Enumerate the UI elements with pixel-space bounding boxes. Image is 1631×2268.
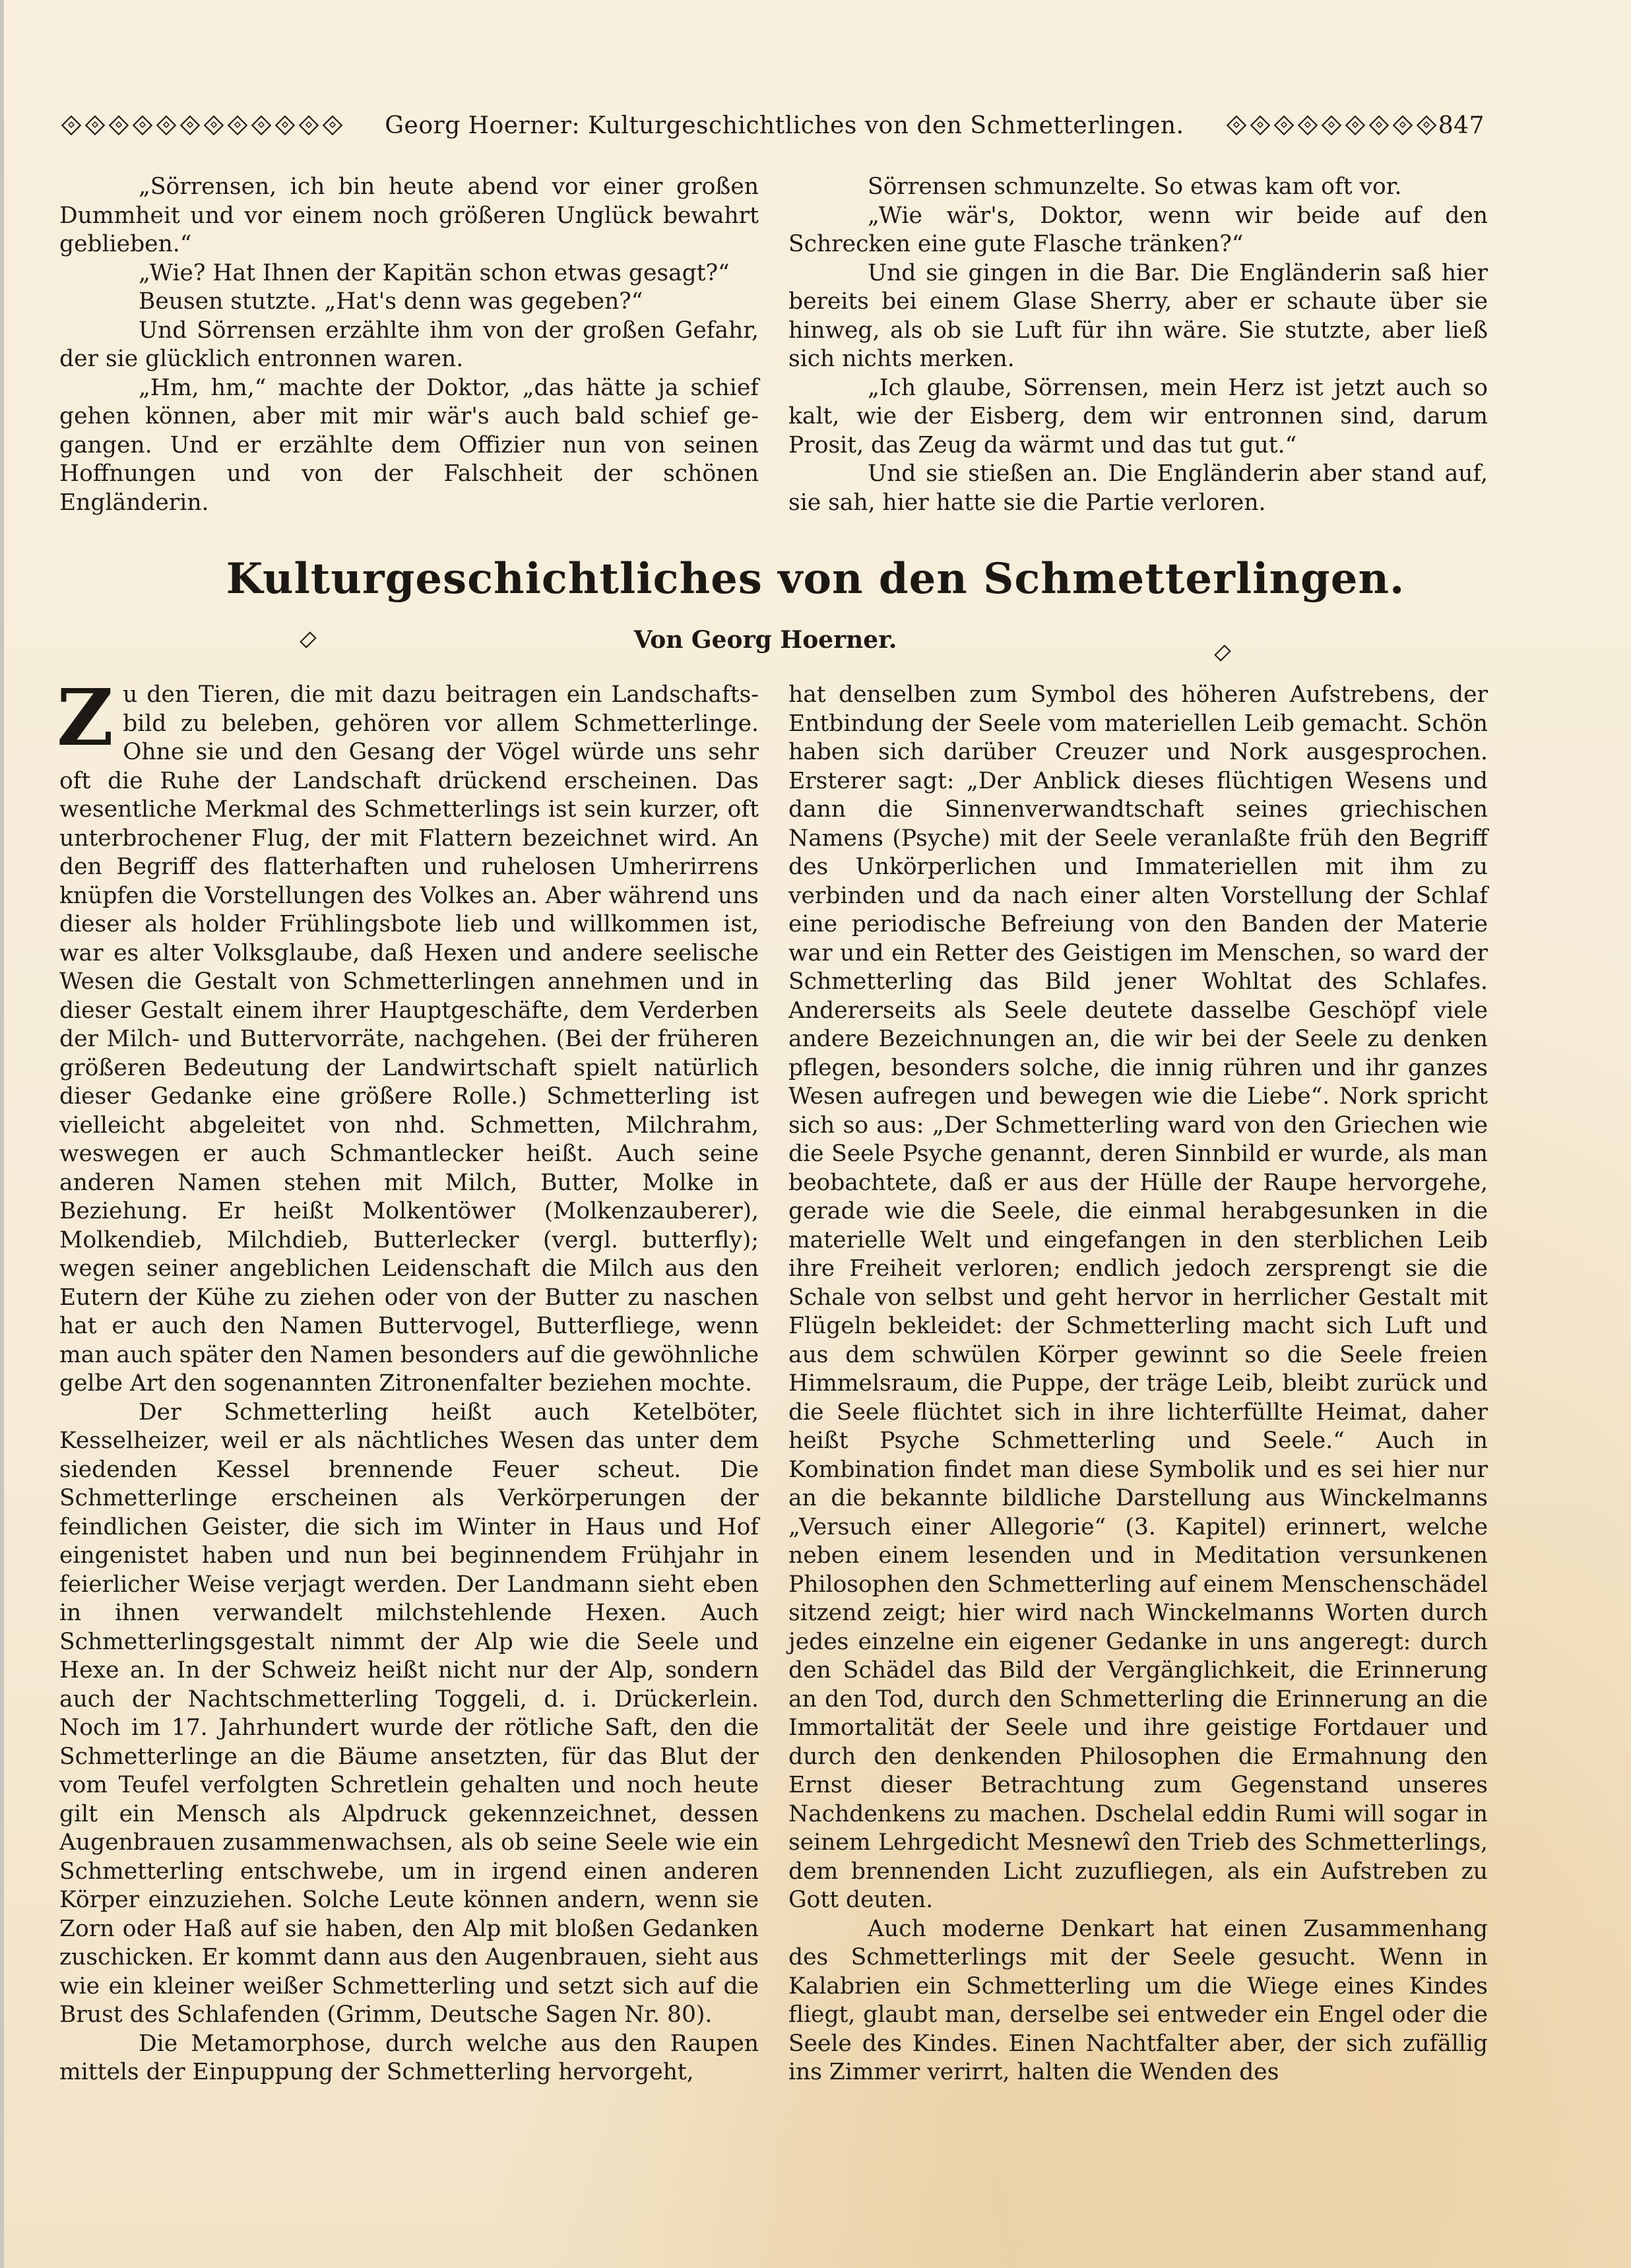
paragraph: „Sörrensen, ich bin heute abend vor einer großen Dummheit und vor einem noch größeren Unglück bewahrt geblieben.“	[59, 173, 759, 257]
article-title: Kulturgeschichtliches von den Schmetterlingen.	[226, 554, 1405, 604]
ornament-right-icon	[1225, 115, 1438, 135]
paragraph: Auch moderne Denkart hat einen Zusammenhang des Schmetterlings mit der Seele gesucht. Wenn in Kalabrien ein Schmetterling um die Wiege eines Kindes fliegt, glaubt man, derselbe sei entweder ein Engel oder die Seele des Kindes. Einen Nachtfalter aber, der sich zufällig ins Zimmer verirrt, halten die Wenden des	[788, 1915, 1488, 2085]
paragraph: hat denselben zum Symbol des höheren Aufstrebens, der Entbindung der Seele vom materiellen Leib gemacht. Schön haben sich darüber Creuzer und Nork ausgesprochen. Ersterer sagt: „Der Anblick dieses flüchtigen Wesens und dann die Sinnenverwandtschaft seines griechischen Namens (Psyche) mit der Seele veranlaßte früh den Begriff des Unkörperlichen und Immateriellen mit ihm zu verbinden und da nach einer alten Vorstellung der Schlaf eine periodische Befreiung von den Banden der Materie war und ein Retter des Geistigen im Menschen, so ward der Schmetterling das Bild jener Wohltat des Schlafes. Andererseits als Seele deutete dasselbe Geschöpf viele andere Bezeichnungen an, die wir bei der Seele zu denken pflegen, besonders solche, die innig rühren und ihr ganzes Wesen aufregen und bewegen wie die Liebe“. Nork spricht sich so aus: „Der Schmetterling ward von den Griechen wie die Seele Psyche genannt, deren Sinnbild er wurde, als man beobachtete, daß er aus der Hülle der Raupe hervorgehe, gerade wie die Seele, die einmal herabgesunken in die materielle Welt und eingefangen in den sterblichen Leib ihre Freiheit verloren; endlich jedoch zersprengt sie die Schale von selbst und geht hervor in herrlicher Gestalt mit Flügeln bekleidet: der Schmetterling macht sich Luft und aus dem schwülen Körper gewinnt so die Seele freien Himmelsraum, die Puppe, der träge Leib, bleibt zurück und die Seele flüchtet sich in ihre lichterfüllte Heimat, daher heißt Psyche Schmetterling und Seele.“ Auch in Kombination findet man diese Symbolik und es sei hier nur an die bekannte bildliche Darstellung aus Winckelmanns „Versuch einer Allegorie“ (3. Kapitel) erinnert, welche neben einem lesenden und in Meditation versunkenen Philosophen den Schmetterling auf einem Menschenschädel sitzend zeigt; hier wird nach Winckelmanns Worten durch jedes einzelne ein eigener Gedanke in uns angeregt: durch den Schädel das Bild der Vergänglichkeit, die Erinnerung an den Tod, durch den Schmetterling die Erinnerung an die Immortalität der Seele und ihre geistige Fortdauer und durch den denkenden Philosophen die Ermahnung den Ernst dieser Betrachtung zum Gegenstand unseres Nachdenkens zu machen. Dschelal eddin Rumi will sogar in seinem Lehrgedicht Mesnewî den Trieb des Schmetterlings, dem brennenden Licht zuzufliegen, als ein Aufstreben zu Gott deuten.	[788, 681, 1488, 1913]
diamond-ornament-icon	[1227, 115, 1247, 136]
diamond-ornament-icon	[156, 115, 177, 136]
paragraph: Und sie gingen in die Bar. Die Engländerin saß hier bereits bei einem Glase Sherry, aber er schaute über sie hinweg, als ob sie Luft für ihn wäre. Sie stutzte, aber ließ sich nichts merken.	[788, 259, 1488, 372]
diamond-ornament-icon	[323, 115, 343, 136]
diamond-ornament-icon	[1345, 115, 1366, 136]
diamond-ornament-icon	[180, 115, 201, 136]
diamond-ornament-icon	[300, 631, 316, 648]
byline-row	[304, 620, 1227, 660]
diamond-ornament-icon	[1322, 115, 1342, 136]
diamond-ornament-icon	[1274, 115, 1295, 136]
diamond-ornament-icon	[1250, 115, 1271, 136]
running-head	[59, 106, 1485, 145]
paragraph-text: u den Tieren, die mit dazu beitragen ein Landschafts-bild zu beleben, gehören vor allem Schmetterlinge. Ohne sie und den Gesang der Vögel würde uns sehr oft die Ruhe der Landschaft drückend erscheinen. Das wesentliche Merkmal des Schmetterlings ist sein kurzer, oft unterbrochener Flug, der mit Flattern bezeichnet wird. An den Begriff des flatterhaften und ruhelosen Umherirrens knüpfen die Vorstellungen des Volkes an. Aber während uns dieser als holder Frühlingsbote lieb und willkommen ist, war es alter Volksglaube, daß Hexen und andere seelische Wesen die Gestalt von Schmetterlingen annehmen und in dieser Gestalt einem ihrer Hauptgeschäfte, dem Verderben der Milch- und Buttervorräte, nachgehen. (Bei der früheren größeren Bedeutung der Landwirtschaft spielt natürlich dieser Gedanke eine größere Rolle.) Schmetterling ist vielleicht abgeleitet von nhd. Schmetten, Milchrahm, weswegen er auch Schmantlecker heißt. Auch seine anderen Namen stehen mit Milch, Butter, Molke in Beziehung. Er heißt Molkentöwer (Molkenzauberer), Molkendieb, Milchdieb, Butterlecker (vergl. butterfly); wegen seiner angeblichen Leidenschaft die Milch aus den Eutern der Kühe zu ziehen oder von der Butter zu naschen hat er auch den Namen Buttervogel, Butterfliege, wenn man auch später den Namen besonders auf die gewöhnliche gelbe Art den sogenannten Zitronenfalter beziehen mochte.	[59, 681, 759, 1397]
paragraph: Die Metamorphose, durch welche aus den Raupen mittels der Einpuppung der Schmetterling hervorgeht,	[59, 2030, 759, 2085]
paragraph: Sörrensen schmunzelte. So etwas kam oft vor.	[868, 173, 1402, 200]
paragraph: Und sie stießen an. Die Engländerin aber stand auf, sie sah, hier hatte sie die Partie verloren.	[788, 460, 1488, 516]
diamond-ornament-icon	[275, 115, 296, 136]
paragraph: „Wie? Hat Ihnen der Kapitän schon etwas gesagt?“	[139, 259, 730, 286]
paragraph: „Wie wär's, Doktor, wenn wir beide auf den Schrecken eine gute Flasche tränken?“	[788, 202, 1488, 257]
paragraph: „Hm, hm,“ machte der Doktor, „das hätte ja schief gehen können, aber mit mir wär's auch bald schief ge-gangen. Und er erzählte dem Offizier nun von seinen Hoffnungen und von der Falschheit der schönen Engländerin.	[59, 374, 759, 516]
diamond-ornament-icon	[1369, 115, 1390, 136]
page-edge	[0, 0, 4, 2268]
diamond-ornament-icon	[85, 115, 106, 136]
previous-story-left-column	[59, 173, 759, 517]
diamond-ornament-icon	[228, 115, 248, 136]
previous-story-right-column	[788, 173, 1488, 517]
diamond-ornament-icon	[299, 115, 319, 136]
paragraph: Der Schmetterling heißt auch Ketelböter, Kesselheizer, weil er als nächtliches Wesen das unter dem siedenden Kessel brennende Feuer scheut. Die Schmetterlinge erscheinen als Verkörperungen der feindlichen Geister, die sich im Winter in Haus und Hof eingenistet haben und nun bei beginnendem Frühjahr in feierlicher Weise verjagt werden. Der Landmann sieht eben in ihnen verwandelt milchstehlende Hexen. Auch Schmetterlingsgestalt nimmt der Alp wie die Seele und Hexe an. In der Schweiz heißt nicht nur der Alp, sondern auch der Nachtschmetterling Toggeli, d. i. Drückerlein. Noch im 17. Jahrhundert wurde der rötliche Saft, den die Schmetterlinge an die Bäume ansetzten, für das Blut der vom Teufel verfolgten Schretlein gehalten und noch heute gilt ein Mensch als Alpdruck gekennzeichnet, dessen Augenbrauen zusammenwachsen, als ob seine Seele wie ein Schmetterling entschwebe, um in irgend einen anderen Körper einzuziehen. Solche Leute können andern, wenn sie Zorn oder Haß auf sie haben, den Alp mit bloßen Gedanken zuschicken. Er kommt dann aus den Augenbrauen, sieht aus wie ein kleiner weißer Schmetterling und setzt sich auf die Brust des Schlafenden (Grimm, Deutsche Sagen Nr. 80).	[59, 1399, 759, 2028]
paragraph: Beusen stutzte. „Hat's denn was gegeben?“	[139, 288, 643, 315]
article-right-column	[788, 681, 1488, 2087]
running-head-title: Georg Hoerner: Kulturgeschichtliches von den Schmetterlingen.	[385, 111, 1184, 139]
diamond-ornament-icon	[61, 115, 82, 136]
paragraph: Und Sörrensen erzählte ihm von der großen Gefahr, der sie glücklich entronnen waren.	[59, 317, 759, 372]
paragraph: „Ich glaube, Sörrensen, mein Herz ist jetzt auch so kalt, wie der Eisberg, dem wir entronnen sind, darum Prosit, das Zeug da wärmt und das tut gut.“	[788, 374, 1488, 458]
diamond-ornament-icon	[1417, 115, 1437, 136]
diamond-ornament-icon	[1214, 645, 1231, 661]
ornament-left-icon	[59, 115, 344, 135]
diamond-ornament-icon	[251, 115, 272, 136]
diamond-ornament-icon	[109, 115, 129, 136]
diamond-ornament-icon	[204, 115, 224, 136]
diamond-ornament-icon	[1393, 115, 1413, 136]
diamond-ornament-icon	[133, 115, 153, 136]
article-left-column	[57, 672, 759, 2087]
diamond-ornament-icon	[1298, 115, 1318, 136]
page-number: 847	[1438, 111, 1485, 139]
byline: Von Georg Hoerner.	[633, 626, 897, 654]
drop-cap: Z	[57, 672, 114, 763]
paragraph	[57, 672, 759, 1399]
